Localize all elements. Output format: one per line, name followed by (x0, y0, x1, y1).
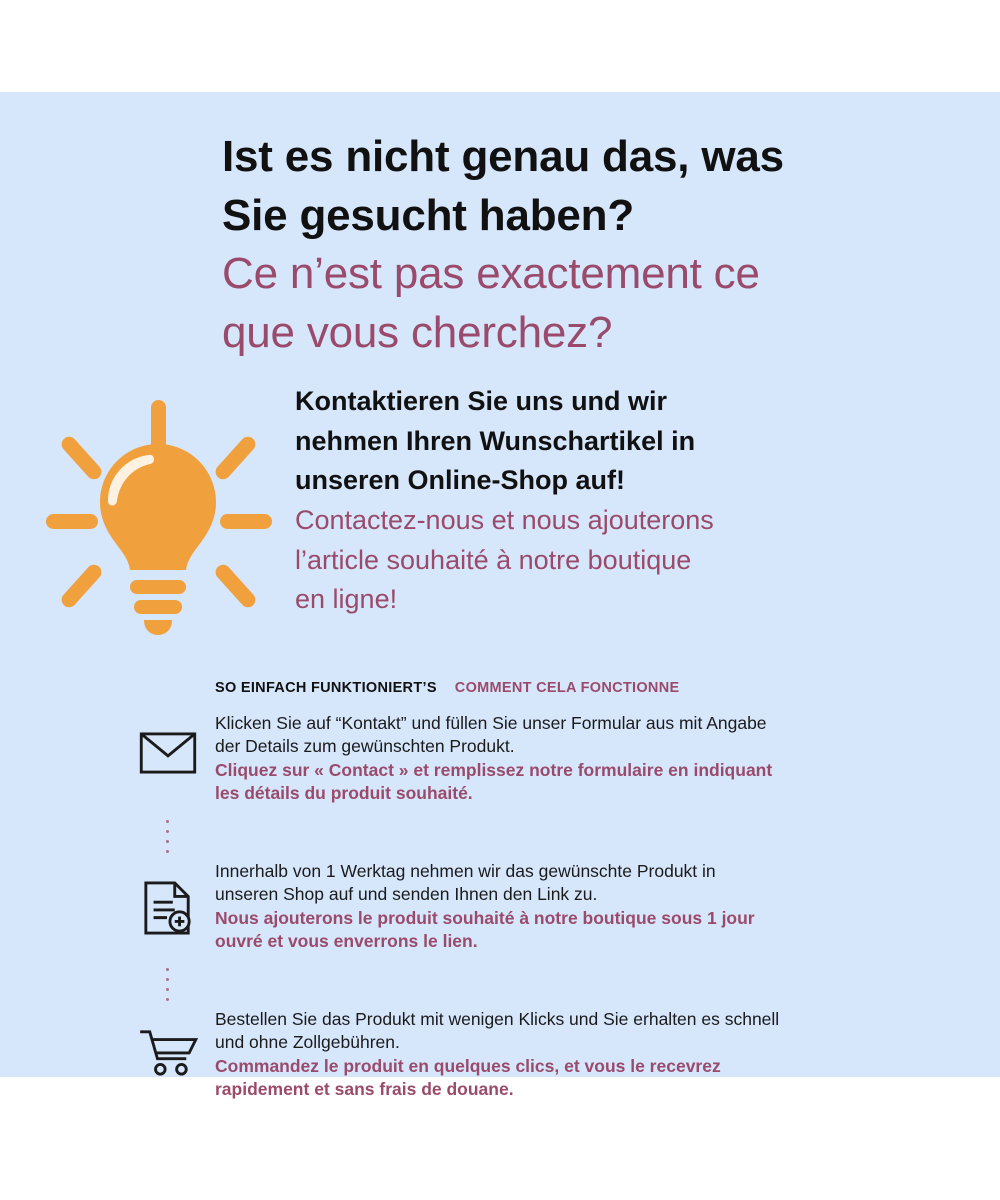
headline-de (222, 128, 952, 245)
headline-fr-line1: Ce n’est pas exactement ce (222, 249, 760, 299)
connector-dot (166, 998, 169, 1001)
step-de-line1: Bestellen Sie das Produkt mit wenigen Klicks und Sie erhalten es schnell (215, 1009, 780, 1029)
subhead-fr (295, 501, 935, 620)
connector-dot (166, 978, 169, 981)
step-item (120, 710, 940, 814)
step-de-line2: und ohne Zollgebühren. (215, 1032, 400, 1053)
subhead-fr-line1: Contactez-nous et nous ajouterons (295, 505, 714, 536)
subhead-fr-line2: l’article souhaité à notre boutique (295, 544, 692, 575)
steps-list (120, 710, 940, 1110)
step-de (215, 860, 940, 907)
step-text (215, 1006, 940, 1101)
connector-dot (166, 840, 169, 843)
connector-dot (166, 988, 169, 991)
step-de-line2: unseren Shop auf und senden Ihnen den Link zu. (215, 884, 598, 905)
step-fr-line1: Commandez le produit en quelques clics, et vous le recevrez (215, 1055, 721, 1076)
connector-dot (166, 850, 169, 853)
subhead-de-line2: nehmen Ihren Wunschartikel in (295, 425, 696, 456)
promo-banner (0, 92, 1000, 1099)
subhead-de-line3: unseren Online-Shop auf! (295, 465, 626, 496)
headline-fr-line2: que vous cherchez? (222, 307, 613, 357)
step-fr-line2: les détails du produit souhaité. (215, 782, 473, 803)
step-text (215, 710, 940, 805)
subhead-fr-line3: en ligne! (295, 584, 398, 615)
subhead-de (295, 382, 935, 501)
subhead-block (295, 382, 935, 620)
subhead-de-line1: Kontaktieren Sie uns und wir (295, 386, 668, 416)
connector-dot (166, 968, 169, 971)
step-de (215, 712, 940, 759)
step-item (120, 858, 940, 962)
step-fr-line2: ouvré et vous enverrons le lien. (215, 930, 478, 951)
document-add-icon (120, 858, 215, 936)
step-fr-line1: Cliquez sur « Contact » et remplissez notre formulaire en indiquant (215, 759, 773, 780)
headline-block (222, 128, 952, 362)
step-de-line1: Innerhalb von 1 Werktag nehmen wir das gewünschte Produkt in (215, 861, 716, 881)
step-connector (120, 814, 940, 858)
step-connector (120, 962, 940, 1006)
step-fr (215, 759, 940, 806)
step-de-line1: Klicken Sie auf “Kontakt” und füllen Sie unser Formular aus mit Angabe (215, 713, 767, 733)
step-fr-line2: rapidement et sans frais de douane. (215, 1078, 514, 1099)
how-it-works-header (215, 680, 679, 696)
envelope-icon (120, 710, 215, 774)
how-it-works-title-de: SO EINFACH FUNKTIONIERT’S (215, 680, 437, 696)
step-fr-line1: Nous ajouterons le produit souhaité à notre boutique sous 1 jour (215, 907, 755, 928)
shopping-cart-icon (120, 1006, 215, 1076)
headline-de-line1: Ist es nicht genau das, was (222, 132, 784, 181)
connector-dot (166, 820, 169, 823)
connector-dot (166, 830, 169, 833)
lightbulb-icon (38, 392, 278, 642)
step-fr (215, 1055, 940, 1102)
step-text (215, 858, 940, 953)
headline-fr (222, 245, 952, 362)
step-fr (215, 907, 940, 954)
step-item (120, 1006, 940, 1110)
how-it-works-title-fr: COMMENT CELA FONCTIONNE (454, 680, 680, 696)
headline-de-line2: Sie gesucht haben? (222, 190, 635, 240)
step-de-line2: der Details zum gewünschten Produkt. (215, 736, 515, 757)
step-de (215, 1008, 940, 1055)
